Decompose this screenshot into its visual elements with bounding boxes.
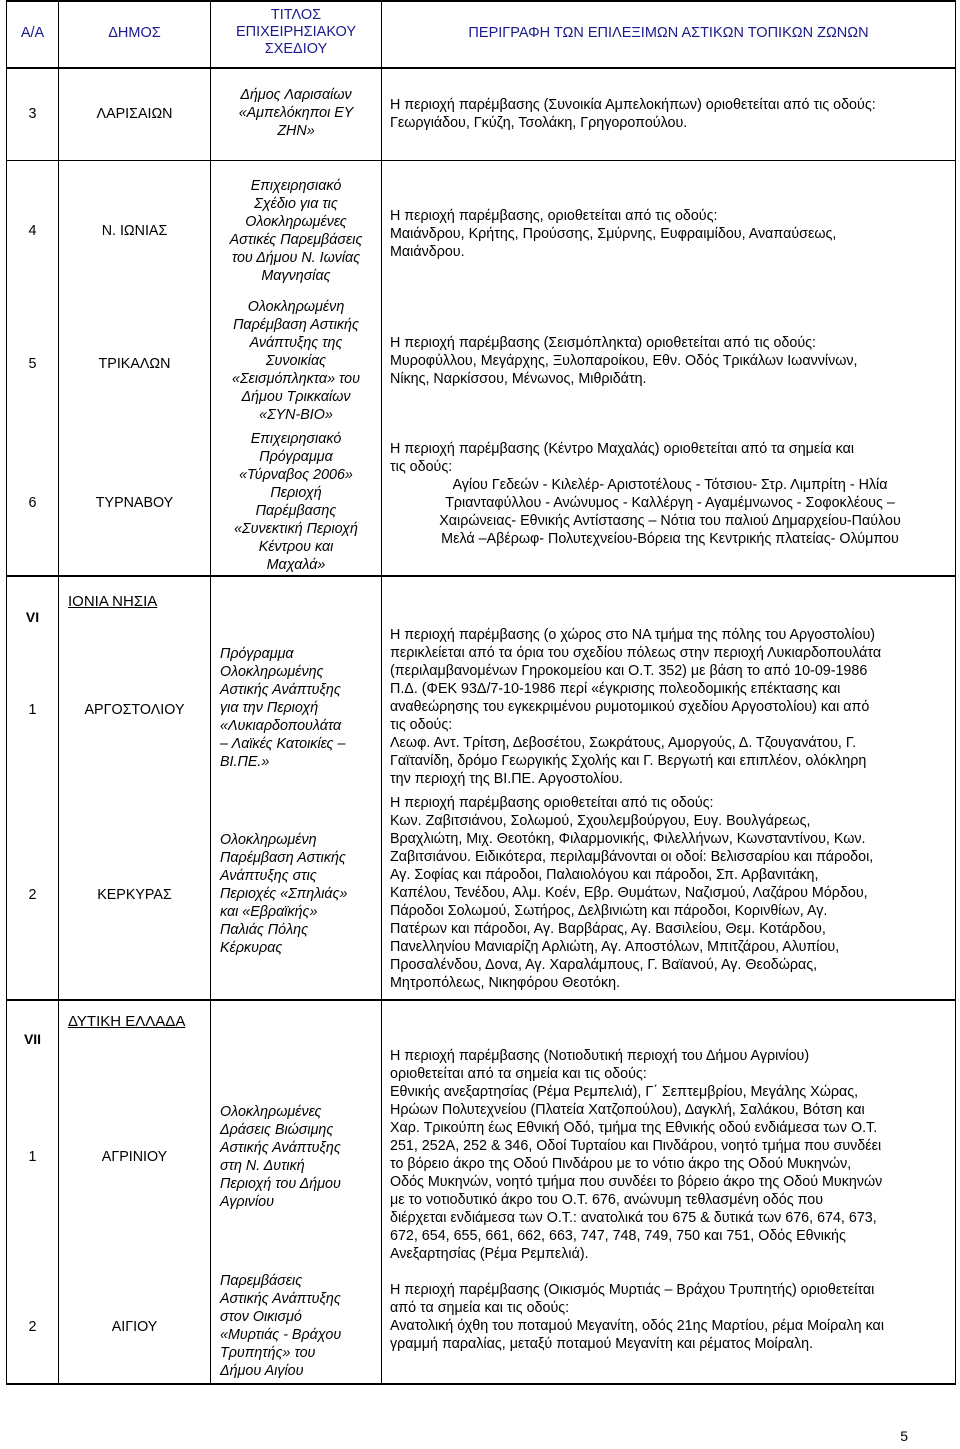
row-divider xyxy=(6,999,955,1001)
title-line: – Λαϊκές Κατοικίες – xyxy=(220,736,346,752)
row-aa: 5 xyxy=(28,356,37,372)
title-line: Αστικής Ανάπτυξης xyxy=(220,682,341,698)
desc-line: Χαρ. Τρικούπη έως Εθνική Οδό, τμήμα της Εθνικής οδού ενδιάμεσα των Ο.Τ. xyxy=(390,1120,878,1136)
title-line: Αστικές Παρεμβάσεις xyxy=(229,232,363,248)
title-line: Τρυπητής» του xyxy=(220,1345,316,1361)
desc-line: (περιλαμβανομένων Γηροκομείου και Ο.Τ. 352) με βάση το από 10-09-1986 xyxy=(390,663,868,679)
desc-line: Εθνικής ανεξαρτησίας (Ρέμα Ρεμπελιά), Γ΄ Σεπτεμβρίου, Μεγάλης Χώρας, xyxy=(390,1084,859,1100)
desc-line: Βραχλιώτη, Μιχ. Θεοτόκη, Φιλαρμονικής, Φιλελλήνων, Κωνσταντίνου, Κων. xyxy=(390,831,866,847)
column-divider xyxy=(381,0,382,1385)
desc-line: Ηρώων Πολυτεχνείου (Πλατεία Χατζοπούλου), Δαγκλή, Σαλάκου, Βότση και xyxy=(390,1102,865,1118)
desc-line: Προσαλένδου, Δονα, Αγ. Χαραλάμπους, Γ. Βαϊανού, Αγ. Θεοδώρας, xyxy=(390,957,818,973)
title-line: Σχέδιο για τις xyxy=(254,196,338,212)
header-perigrafi: ΠΕΡΙΓΡΑΦΗ ΤΩΝ ΕΠΙΛΕΞΙΜΩΝ ΑΣΤΙΚΩΝ ΤΟΠΙΚΩΝ ΖΩΝΩΝ xyxy=(468,25,869,41)
row-aa: 2 xyxy=(28,887,37,903)
title-line: Ολοκληρωμένες xyxy=(245,214,347,230)
title-line: ΖΗΝ» xyxy=(277,123,315,139)
title-line: Ολοκληρωμένη xyxy=(247,299,345,315)
table-border-right xyxy=(955,0,956,1385)
title-line: Ολοκληρωμένη xyxy=(220,832,317,848)
title-line: Αστικής Ανάπτυξης xyxy=(220,1291,341,1307)
header-titlos-line: ΕΠΙΧΕΙΡΗΣΙΑΚΟΥ xyxy=(235,24,357,40)
header-aa: Α/Α xyxy=(20,25,45,41)
row-description xyxy=(390,1047,950,1263)
desc-line: Η περιοχή παρέμβασης (Σεισμόπληκτα) οριοθετείται από τις οδούς: xyxy=(390,335,817,351)
title-line: «Αμπελόκηποι ΕΥ xyxy=(238,105,354,121)
title-line: Ανάπτυξης της xyxy=(249,335,343,351)
section-roman: VI xyxy=(25,609,40,625)
row-aa: 2 xyxy=(28,1319,37,1335)
column-divider xyxy=(58,0,59,1385)
header-titlos-line: ΣΧΕΔΙΟΥ xyxy=(264,41,328,57)
desc-line: Μυροφύλλου, Μεγάρχης, Ξυλοπαροίκου, Εθν. Οδός Τρικάλων Ιωαννίνων, xyxy=(390,353,858,369)
desc-line: τις οδούς: xyxy=(390,717,453,733)
section-region: ΔΥΤΙΚΗ ΕΛΛΑΔΑ xyxy=(68,1013,186,1030)
title-line: «Μυρτιάς - Βράχου xyxy=(220,1327,342,1343)
desc-line: την περιοχή της ΒΙ.ΠΕ. Αργοστολίου. xyxy=(390,771,624,787)
row-description xyxy=(390,334,950,388)
desc-line: Η περιοχή παρέμβασης (Οικισμός Μυρτιάς – Βράχου Τρυπητής) οριοθετείται xyxy=(390,1282,875,1298)
title-line: Περιοχές «Σπηλιάς» xyxy=(220,886,348,902)
title-line: για την Περιοχή xyxy=(220,700,319,716)
desc-line: περικλείεται από τα όρια του σχεδίου πόλεως στην περιοχή Λυκιαρδοπουλάτα xyxy=(390,645,882,661)
desc-line: Πατέρων και πάροδοι, Αγ. Βαρβάρας, Αγ. Βασιλείου, Θεμ. Κοτάρδου, xyxy=(390,921,826,937)
title-line: Δήμος Λαρισαίων xyxy=(240,87,352,103)
desc-line: Η περιοχή παρέμβασης, οριοθετείται από τις οδούς: xyxy=(390,208,718,224)
row-aa: 1 xyxy=(28,702,37,718)
desc-line: Π.Δ. (ΦΕΚ 93Δ/7-10-1986 περί «έγκρισης πολεοδομικής επέκτασης και xyxy=(390,681,841,697)
title-line: Δράσεις Βιώσιμης xyxy=(220,1122,334,1138)
desc-line: Λεωφ. Αντ. Τρίτση, Δεβοσέτου, Σωκράτους, Αμοργούς, Δ. Τζουγανάτου, Γ. xyxy=(390,735,857,751)
desc-line: Αγίου Γεδεών - Κιλελέρ- Αριστοτέλους - Τότσιου- Στρ. Λιμπρίτη - Ηλία xyxy=(452,477,888,493)
title-line: Περιοχή του Δήμου xyxy=(220,1176,341,1192)
title-line: Ολοκληρωμένες xyxy=(220,1104,322,1120)
title-line: Επιχειρησιακό xyxy=(250,431,342,447)
row-dimos: ΤΡΙΚΑΛΩΝ xyxy=(98,356,171,372)
title-line: Πρόγραμμα xyxy=(220,646,294,662)
desc-line: Γεωργιάδου, Γκύζη, Τσολάκη, Γρηγοροπούλου. xyxy=(390,115,688,131)
desc-line: Πανελληνίου Μανιαρίζη Αρλιώτη, Αγ. Αποστόλων, Μπιτζάρου, Αλυπίου, xyxy=(390,939,840,955)
row-description xyxy=(390,440,950,548)
title-line: Παρέμβαση Αστικής xyxy=(233,317,359,333)
table-border-top xyxy=(6,0,955,2)
desc-line: Οδός Μυκηνών, νοητό τμήμα που συνδέει το βόρειο άκρο της Οδού Μυκηνών xyxy=(390,1174,883,1190)
row-aa: 1 xyxy=(28,1149,37,1165)
desc-line: Μαιάνδρου. xyxy=(390,244,465,260)
row-divider xyxy=(6,160,955,161)
title-line: του Δήμου Ν. Ιωνίας xyxy=(231,250,361,266)
desc-line: γραμμή παραλίας, μεταξύ ποταμού Μεγανίτη και ρέματος Μοίραλη. xyxy=(390,1336,814,1352)
header-titlos xyxy=(211,7,381,58)
row-aa: 6 xyxy=(28,495,37,511)
title-line: Κέρκυρας xyxy=(220,940,283,956)
title-line: «Τύρναβος 2006» xyxy=(239,467,353,483)
row-description xyxy=(390,794,950,992)
row-dimos: ΑΡΓΟΣΤΟΛΙΟΥ xyxy=(84,702,185,718)
title-line: Πρόγραμμα xyxy=(259,449,333,465)
desc-line: Η περιοχή παρέμβασης (ο χώρος στο ΝΑ τμήμα της πόλης του Αργοστολίου) xyxy=(390,627,876,643)
row-aa: 4 xyxy=(28,223,37,239)
desc-line: Μητροπόλεως, Νικηφόρου Θεοτόκη. xyxy=(390,975,621,991)
title-line: «Συνεκτική Περιοχή xyxy=(234,521,358,537)
header-titlos-line: ΤΙΤΛΟΣ xyxy=(270,7,322,23)
row-dimos: ΑΓΡΙΝΙΟΥ xyxy=(101,1149,168,1165)
row-title xyxy=(220,1272,380,1380)
row-description xyxy=(390,207,950,261)
title-line: Κέντρου και xyxy=(258,539,334,555)
title-line: Ολοκληρωμένης xyxy=(220,664,324,680)
desc-line: Η περιοχή παρέμβασης (Νοτιοδυτική περιοχή του Δήμου Αγρινίου) xyxy=(390,1048,810,1064)
row-title xyxy=(211,86,381,140)
title-line: ΒΙ.ΠΕ.» xyxy=(220,754,270,770)
desc-line: τις οδούς: xyxy=(390,459,453,475)
desc-line: Η περιοχή παρέμβασης οριοθετείται από τις οδούς: xyxy=(390,795,714,811)
desc-line: Γαϊτανίδη, δρόμο Γεωργικής Σχολής και Γ. Βεργωτή και επιπλέον, ολόκληρη xyxy=(390,753,867,769)
row-aa: 3 xyxy=(28,106,37,122)
table-border-bottom xyxy=(6,1383,955,1385)
desc-line: Αγ. Σοφίας και πάροδοι, Παλαιολόγου και πάροδοι, Σπ. Αρβανιτάκη, xyxy=(390,867,819,883)
row-divider xyxy=(6,575,955,577)
desc-line: Καπέλου, Τενέδου, Αλμ. Κοέν, Εβρ. Θυμάτων, Ναζισμού, Λαζάρου Μόρδου, xyxy=(390,885,868,901)
row-dimos: ΑΙΓΙΟΥ xyxy=(111,1319,158,1335)
desc-line: 672, 654, 655, 661, 662, 663, 747, 748, 749, 750 και 751, Οδός Εθνικής xyxy=(390,1228,846,1244)
title-line: στη Ν. Δυτική xyxy=(220,1158,305,1174)
title-line: Δήμου Τρικκαίων xyxy=(241,389,351,405)
row-title xyxy=(220,831,380,957)
title-line: Μαχαλά» xyxy=(266,557,326,573)
desc-line: αναθεώρησης του εγκεκριμένου ρυμοτομικού σχεδίου Αργοστολίου) και από xyxy=(390,699,870,715)
title-line: Αγρινίου xyxy=(220,1194,274,1210)
title-line: Παρέμβασης xyxy=(255,503,337,519)
table-border-header xyxy=(6,67,955,69)
title-line: «Σεισμόπληκτα» του xyxy=(232,371,360,387)
row-description xyxy=(390,96,950,132)
desc-line: Μαιάνδρου, Κρήτης, Προύσσης, Σμύρνης, Ευφραιμίδου, Αναπαύσεως, xyxy=(390,226,837,242)
row-title xyxy=(211,430,381,574)
row-description xyxy=(390,626,950,788)
desc-line: το βόρειο άκρο της Οδού Πινδάρου με το νότιο άκρο της Οδού Μυκηνών, xyxy=(390,1156,852,1172)
desc-line: 251, 252Α, 252 & 346, Οδοί Τυρταίου και Πινδάρου, νοητό τμήμα που συνδέει xyxy=(390,1138,882,1154)
title-line: Αστικής Ανάπτυξης xyxy=(220,1140,341,1156)
title-line: Επιχειρησιακό xyxy=(250,178,342,194)
title-line: Παρεμβάσεις xyxy=(220,1273,303,1289)
desc-line: Κων. Ζαβιτσιάνου, Σολωμού, Σχουλεμβούργου, Ευγ. Βουλγάρεως, xyxy=(390,813,811,829)
title-line: Συνοικίας xyxy=(265,353,327,369)
desc-line: Χαιρώνειας- Εθνικής Αντίστασης – Νότια του παλιού Δημαρχείου-Παύλου xyxy=(439,513,901,529)
section-region: ΙΟΝΙΑ ΝΗΣΙΑ xyxy=(68,593,158,610)
row-title xyxy=(220,1103,380,1211)
row-dimos: ΚΕΡΚΥΡΑΣ xyxy=(97,887,172,903)
desc-line: Ανεξαρτησίας (Ρέμα Ρεμπελιά). xyxy=(390,1246,589,1262)
row-dimos: ΤΥΡΝΑΒΟΥ xyxy=(95,495,174,511)
title-line: Περιοχή xyxy=(270,485,322,501)
desc-line: οριοθετείται από τα σημεία και τις οδούς: xyxy=(390,1066,647,1082)
desc-line: Ζαβιτσιάνου. Ειδικότερα, περιλαμβάνονται οι οδοί: Βελισσαρίου και πάροδοι, xyxy=(390,849,874,865)
desc-line: Πάροδοι Σολωμού, Σωτήρος, Δελβινιώτη και πάροδοι, Κορινθίων, Αγ. xyxy=(390,903,828,919)
row-title xyxy=(211,298,381,424)
desc-line: Νίκης, Ναρκίσσου, Μένωνος, Μιθριδάτη. xyxy=(390,371,647,387)
title-line: στον Οικισμό xyxy=(220,1309,302,1325)
title-line: «Λυκιαρδοπουλάτα xyxy=(220,718,342,734)
title-line: Παλιάς Πόλης xyxy=(220,922,309,938)
section-roman: VII xyxy=(23,1031,42,1047)
page-number: 5 xyxy=(900,1428,908,1444)
desc-line: Μελά –Αβέρωφ- Πολυτεχνείου-Βόρεια της Κεντρικής πλατείας- Ολύμπου xyxy=(441,531,899,547)
row-dimos: Ν. ΙΩΝΙΑΣ xyxy=(101,223,168,239)
title-line: Ανάπτυξης στις xyxy=(220,868,317,884)
row-dimos: ΛΑΡΙΣΑΙΩΝ xyxy=(96,106,173,122)
desc-line: με το νοτιοδυτικό άκρο του Ο.Τ. 676, ανώνυμη τεθλασμένη οδός που xyxy=(390,1192,824,1208)
desc-line: Η περιοχή παρέμβασης (Κέντρο Μαχαλάς) οριοθετείται από τα σημεία και xyxy=(390,441,855,457)
table-border-left xyxy=(6,0,7,1385)
title-line: και «Εβραϊκής» xyxy=(220,904,318,920)
desc-line: Τριανταφύλλου - Ανώνυμος - Καλλέργη - Αγαμέμνωνος - Σοφοκλέους – xyxy=(445,495,895,511)
header-dimos: ΔΗΜΟΣ xyxy=(108,25,161,41)
title-line: «ΣΥΝ-ΒΙΟ» xyxy=(259,407,333,423)
desc-line: Ανατολική όχθη του ποταμού Μεγανίτη, οδός 21ης Μαρτίου, ρέμα Μοίραλη και xyxy=(390,1318,884,1334)
row-title xyxy=(220,645,380,771)
desc-line: Η περιοχή παρέμβασης (Συνοικία Αμπελοκήπων) οριοθετείται από τις οδούς: xyxy=(390,97,876,113)
desc-line: από τα σημεία και τις οδούς: xyxy=(390,1300,570,1316)
title-line: Δήμου Αιγίου xyxy=(220,1363,304,1379)
row-title xyxy=(211,177,381,285)
title-line: Παρέμβαση Αστικής xyxy=(220,850,346,866)
row-description xyxy=(390,1281,950,1353)
desc-line: διέρχεται ενδιάμεσα των Ο.Τ.: ανατολικά του 675 & δυτικά των 676, 674, 673, xyxy=(390,1210,877,1226)
title-line: Μαγνησίας xyxy=(261,268,331,284)
